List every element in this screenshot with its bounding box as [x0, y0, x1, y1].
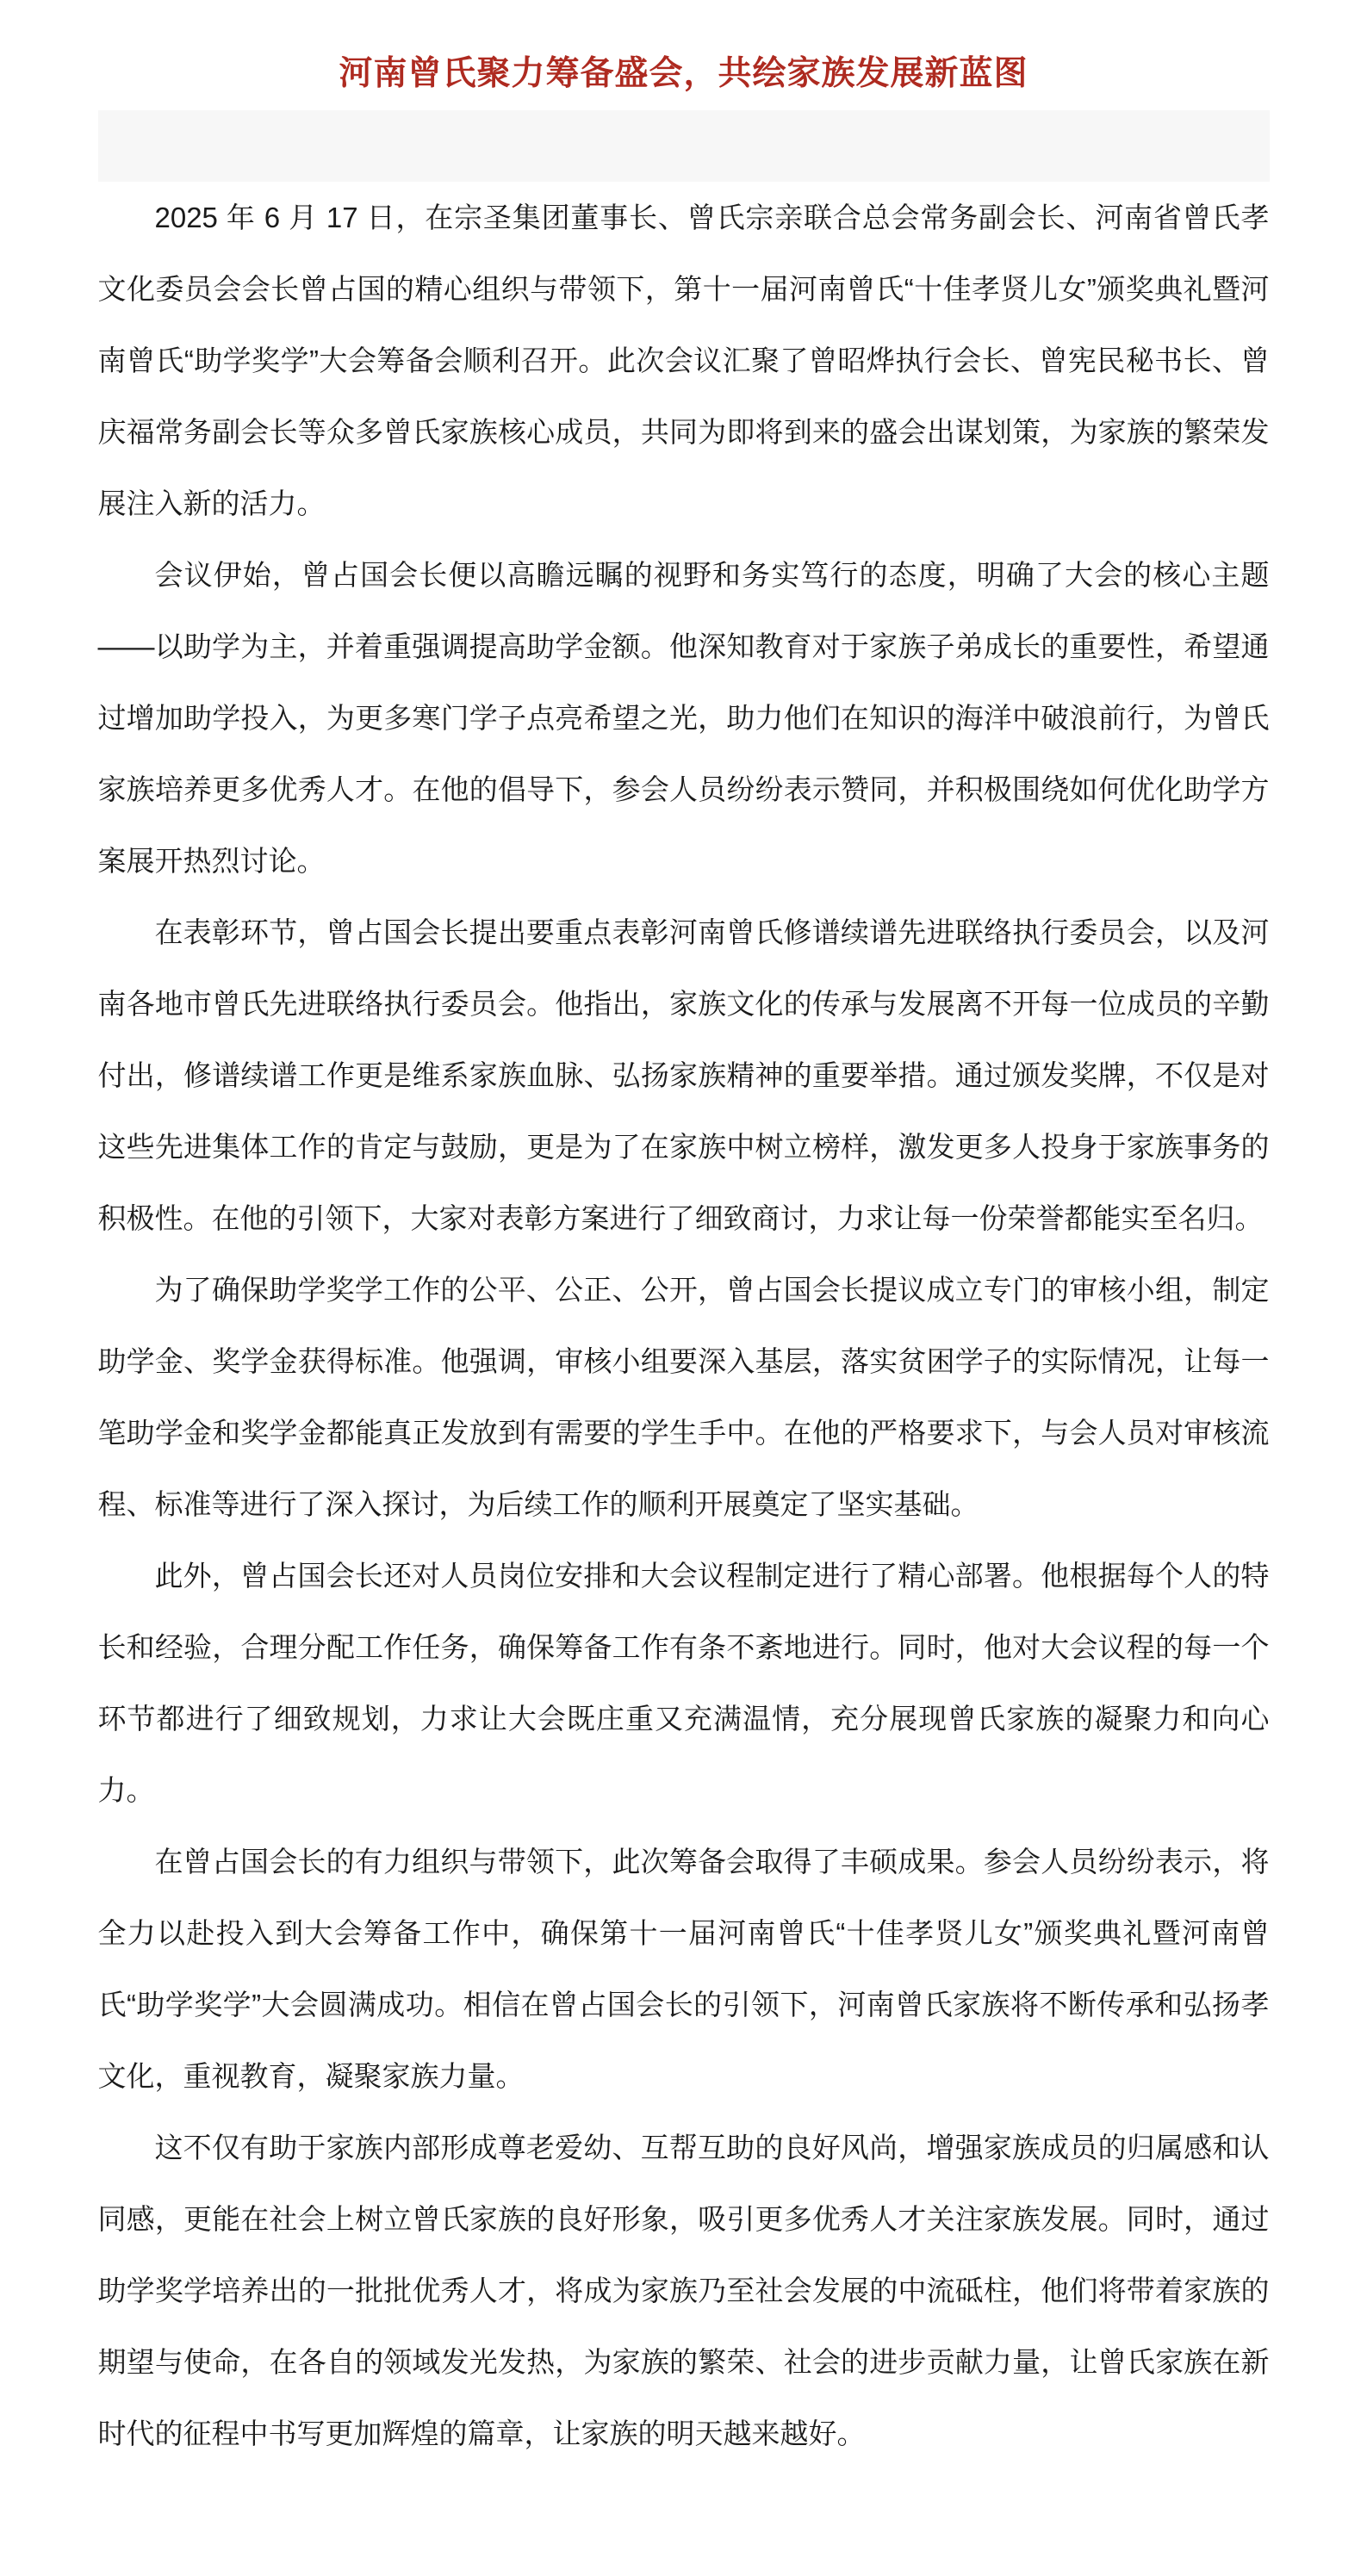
paragraph: 在表彰环节，曾占国会长提出要重点表彰河南曾氏修谱续谱先进联络执行委员会，以及河南各地市曾氏先进联络执行委员会。他指出，家族文化的传承与发展离不开每一位成员的辛勤付出，修谱续谱工作更是维系家族血脉、弘扬家族精神的重要举措。通过颁发奖牌，不仅是对这些先进集体工作的肯定与鼓励，更是为了在家族中树立榜样，激发更多人投身于家族事务的积极性。在他的引领下，大家对表彰方案进行了细致商讨，力求让每一份荣誉都能实至名归。 — [97, 916, 1270, 1234]
paragraph: 为了确保助学奖学工作的公平、公正、公开，曾占国会长提议成立专门的审核小组，制定助学金、奖学金获得标准。他强调，审核小组要深入基层，落实贫困学子的实际情况，让每一笔助学金和奖学金都能真正发放到有需要的学生手中。在他的严格要求下，与会人员对审核流程、标准等进行了深入探讨，为后续工作的顺利开展奠定了坚实基础。 — [97, 1274, 1270, 1520]
paragraph: 此外，曾占国会长还对人员岗位安排和大会议程制定进行了精心部署。他根据每个人的特长和经验，合理分配工作任务，确保筹备工作有条不紊地进行。同时，他对大会议程的每一个环节都进行了细致规划，力求让大会既庄重又充满温情，充分展现曾氏家族的凝聚力和向心力。 — [97, 1560, 1270, 1806]
paragraph: 会议伊始，曾占国会长便以高瞻远瞩的视野和务实笃行的态度，明确了大会的核心主题——以助学为主，并着重强调提高助学金额。他深知教育对于家族子弟成长的重要性，希望通过增加助学投入，为更多寒门学子点亮希望之光，助力他们在知识的海洋中破浪前行，为曾氏家族培养更多优秀人才。在他的倡导下，参会人员纷纷表示赞同，并积极围绕如何优化助学方案展开热烈讨论。 — [97, 559, 1270, 877]
image-placeholder — [98, 110, 1270, 182]
paragraph: 这不仅有助于家族内部形成尊老爱幼、互帮互助的良好风尚，增强家族成员的归属感和认同感，更能在社会上树立曾氏家族的良好形象，吸引更多优秀人才关注家族发展。同时，通过助学奖学培养出的一批批优秀人才，将成为家族乃至社会发展的中流砥柱，他们将带着家族的期望与使命，在各自的领域发光发热，为家族的繁荣、社会的进步贡献力量，让曾氏家族在新时代的征程中书写更加辉煌的篇章，让家族的明天越来越好。 — [97, 2132, 1270, 2449]
document-page — [98, 0, 1270, 2469]
article-body — [98, 182, 1270, 2469]
paragraph: 2025 年 6 月 17 日，在宗圣集团董事长、曾氏宗亲联合总会常务副会长、河南省曾氏孝文化委员会会长曾占国的精心组织与带领下，第十一届河南曾氏“十佳孝贤儿女”颁奖典礼暨河南曾氏“助学奖学”大会筹备会顺利召开。此次会议汇聚了曾昭烨执行会长、曾宪民秘书长、曾庆福常务副会长等众多曾氏家族核心成员，共同为即将到来的盛会出谋划策，为家族的繁荣发展注入新的活力。 — [97, 202, 1270, 519]
article-title: 河南曾氏聚力筹备盛会，共绘家族发展新蓝图 — [339, 55, 1028, 92]
paragraph: 在曾占国会长的有力组织与带领下，此次筹备会取得了丰硕成果。参会人员纷纷表示，将全力以赴投入到大会筹备工作中，确保第十一届河南曾氏“十佳孝贤儿女”颁奖典礼暨河南曾氏“助学奖学”大会圆满成功。相信在曾占国会长的引领下，河南曾氏家族将不断传承和弘扬孝文化，重视教育，凝聚家族力量。 — [97, 1846, 1270, 2092]
